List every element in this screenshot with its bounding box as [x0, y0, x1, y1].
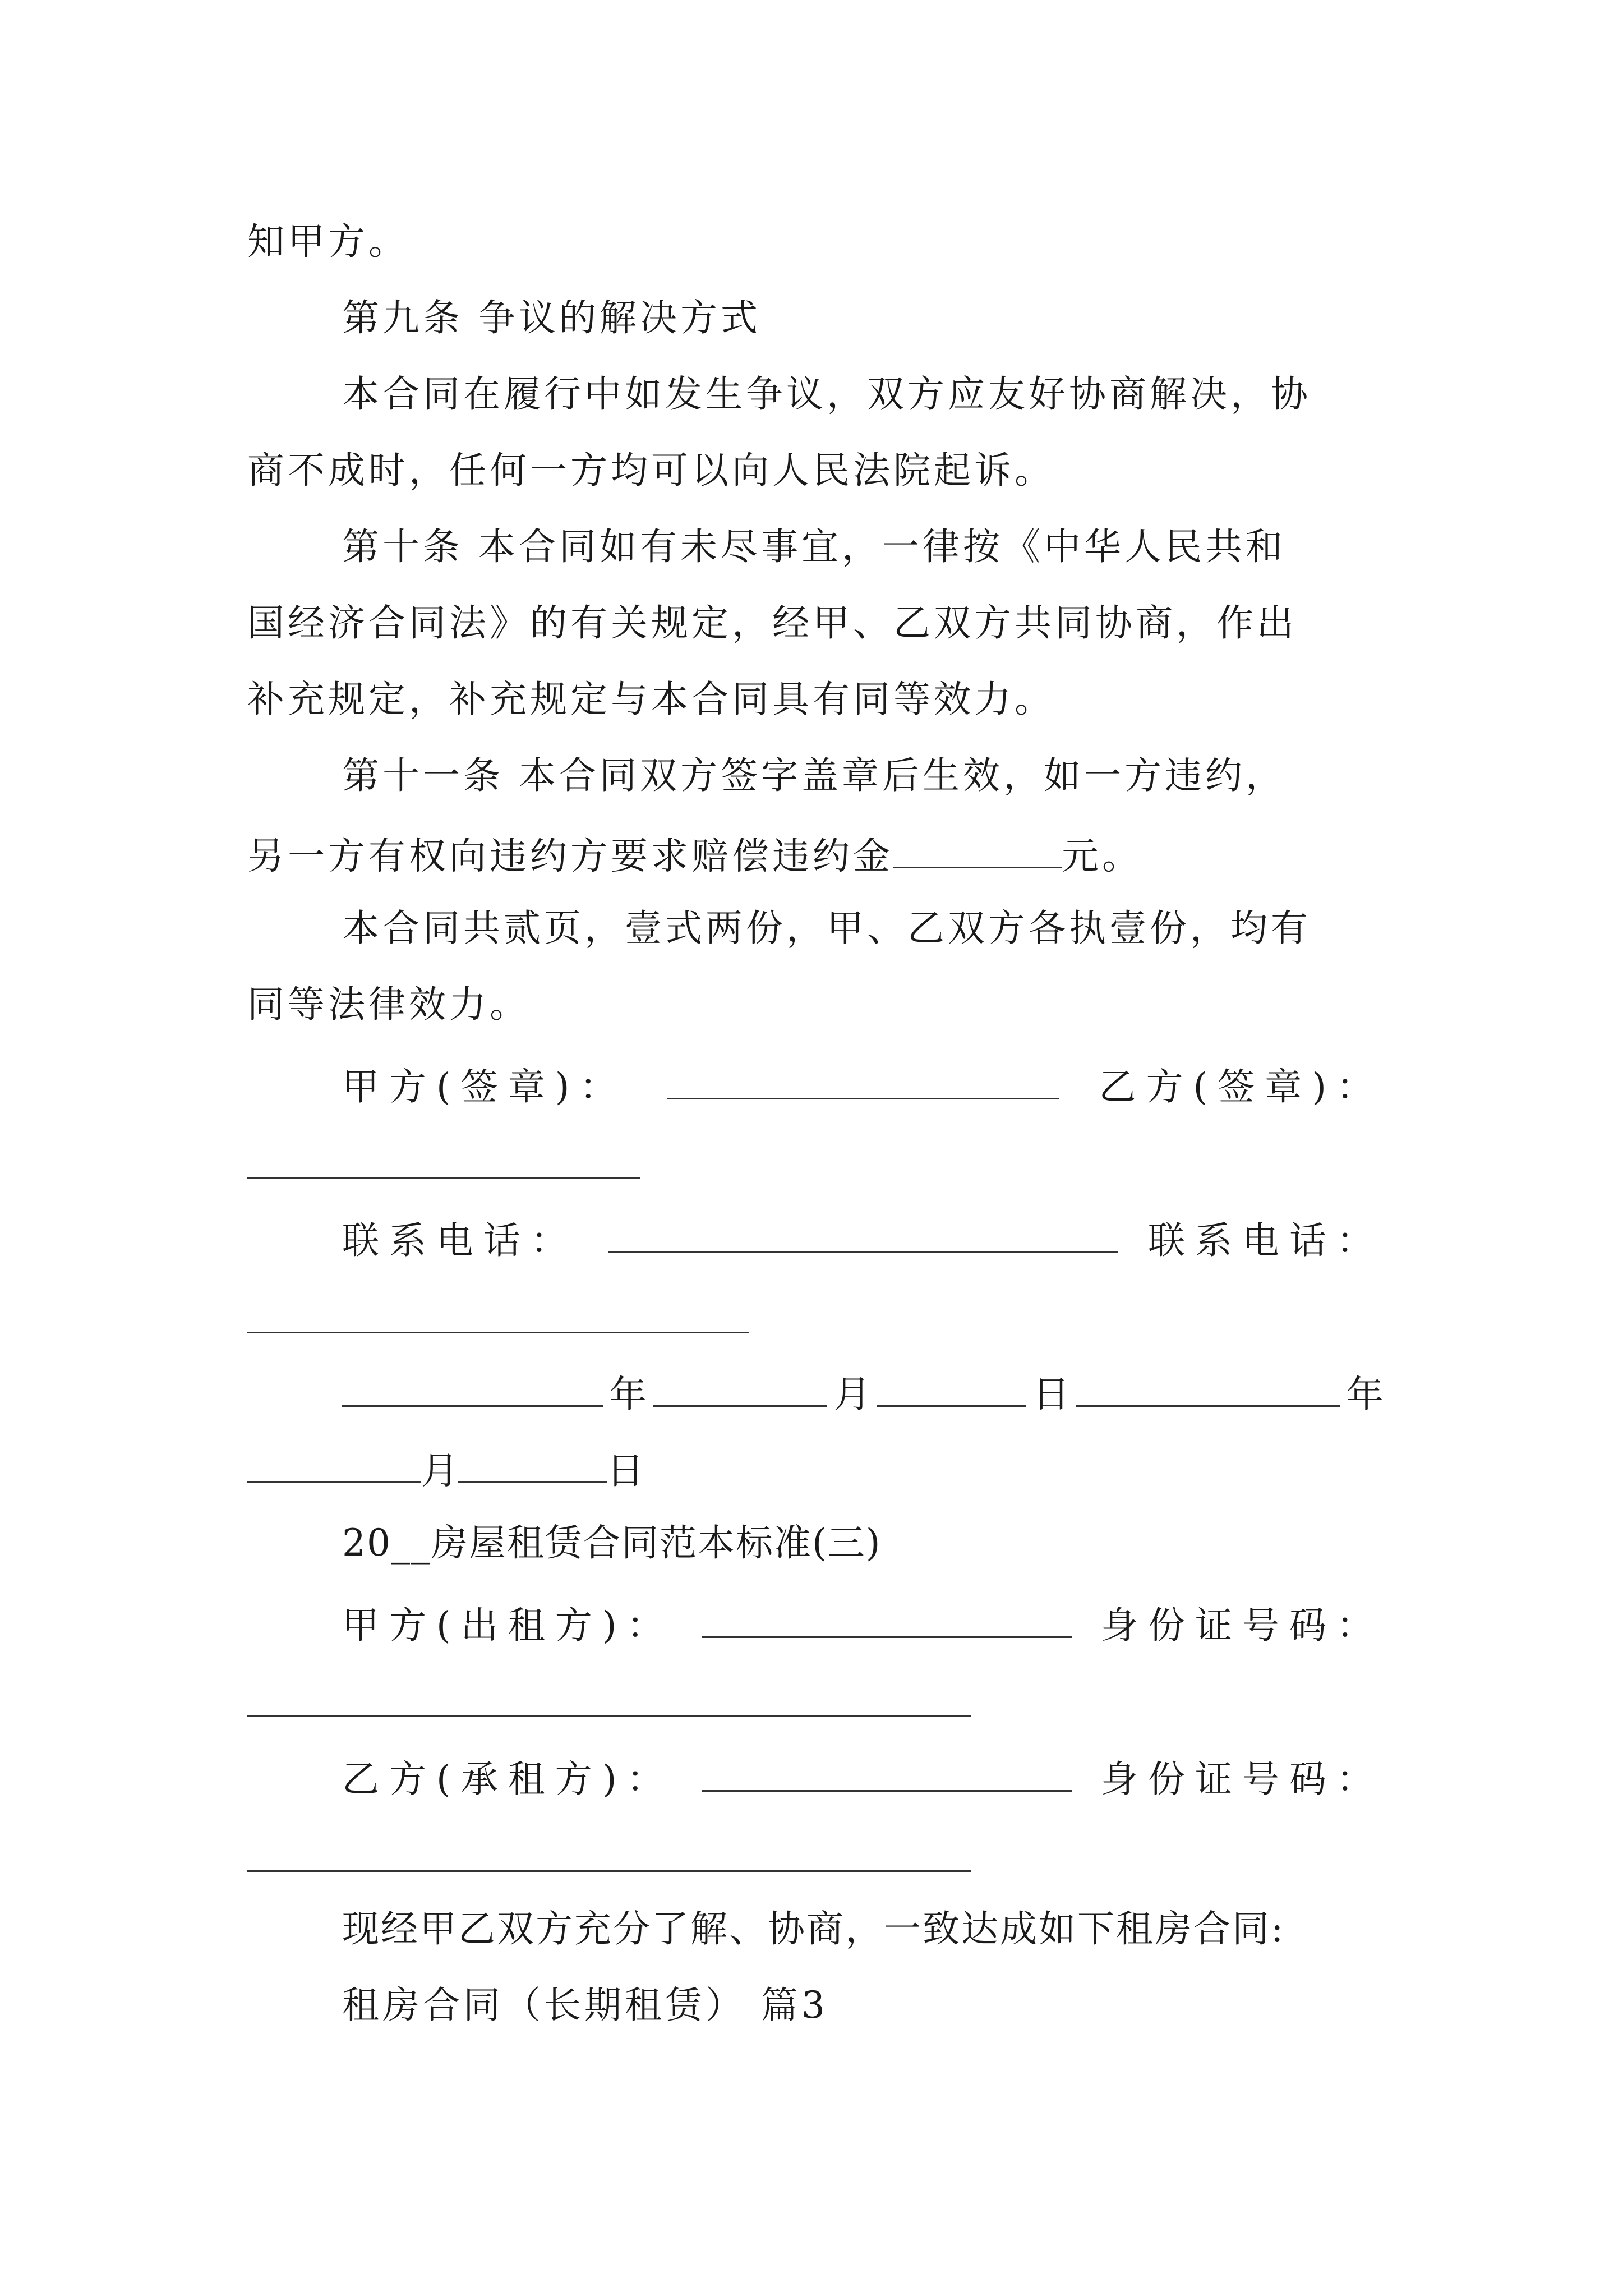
month-blank	[247, 1448, 421, 1483]
day-label: 日	[1032, 1373, 1070, 1416]
lessor-id-label: 身份证号码：	[1101, 1604, 1384, 1648]
penalty-text: 另一方有权向违约方要求赔偿违约金	[247, 834, 893, 878]
section-title: 20__房屋租赁合同范本标准(三)	[342, 1521, 882, 1565]
signature-row	[342, 1065, 1384, 1109]
paragraph-line: 知甲方。	[247, 220, 409, 263]
next-section-title: 租房合同（长期租赁） 篇3	[342, 1984, 828, 2027]
phone-b-label: 联系电话：	[1148, 1219, 1384, 1263]
lessee-row	[342, 1757, 1384, 1801]
article-10-line: 第十条 本合同如有未尽事宜，一律按《中华人民共和	[342, 525, 1286, 568]
lessee-label: 乙方(承租方)：	[342, 1757, 674, 1801]
party-a-sign-blank	[667, 1065, 1059, 1099]
year-label: 年	[1346, 1373, 1384, 1416]
month-label: 月	[833, 1373, 871, 1416]
lessor-blank	[702, 1603, 1072, 1638]
lessee-blank	[702, 1757, 1072, 1792]
lessee-id-blank	[247, 1870, 971, 1872]
day-blank	[877, 1372, 1026, 1407]
lessor-id-blank	[247, 1715, 971, 1717]
paragraph-line: 同等法律效力。	[247, 983, 530, 1026]
penalty-amount-blank	[893, 834, 1062, 868]
year-blank	[1076, 1372, 1340, 1407]
date-row	[342, 1372, 1384, 1416]
party-a-sign-label: 甲方(签章)：	[342, 1065, 627, 1109]
phone-b-blank	[247, 1332, 749, 1333]
paragraph-line	[247, 834, 1142, 878]
lessor-row	[342, 1603, 1384, 1648]
paragraph-line: 本合同在履行中如发生争议，双方应友好协商解决，协	[342, 372, 1311, 416]
day-label: 日	[607, 1449, 644, 1493]
party-b-sign-label: 乙方(签章)：	[1099, 1065, 1384, 1109]
date-row	[247, 1448, 644, 1493]
paragraph-line: 商不成时，任何一方均可以向人民法院起诉。	[247, 449, 1055, 492]
paragraph-line: 补充规定，补充规定与本合同具有同等效力。	[247, 678, 1055, 721]
month-label: 月	[421, 1449, 458, 1493]
year-label: 年	[609, 1373, 647, 1416]
article-9-heading: 第九条 争议的解决方式	[342, 296, 761, 339]
penalty-unit: 元。	[1062, 834, 1142, 878]
lessee-id-label: 身份证号码：	[1101, 1757, 1384, 1801]
lessor-label: 甲方(出租方)：	[342, 1604, 674, 1648]
paragraph-line: 国经济合同法》的有关规定，经甲、乙双方共同协商，作出	[247, 601, 1297, 645]
phone-row	[342, 1218, 1384, 1263]
article-11-line: 第十一条 本合同双方签字盖章后生效，如一方违约，	[342, 754, 1286, 797]
party-b-sign-blank	[247, 1177, 640, 1179]
paragraph-line: 本合同共贰页，壹式两份，甲、乙双方各执壹份，均有	[342, 907, 1311, 950]
phone-a-label: 联系电话：	[342, 1219, 578, 1263]
day-blank	[458, 1448, 607, 1483]
month-blank	[653, 1372, 827, 1407]
agreement-line: 现经甲乙双方充分了解、协商，一致达成如下租房合同:	[342, 1907, 1285, 1950]
phone-a-blank	[608, 1218, 1118, 1253]
year-blank	[342, 1372, 603, 1407]
